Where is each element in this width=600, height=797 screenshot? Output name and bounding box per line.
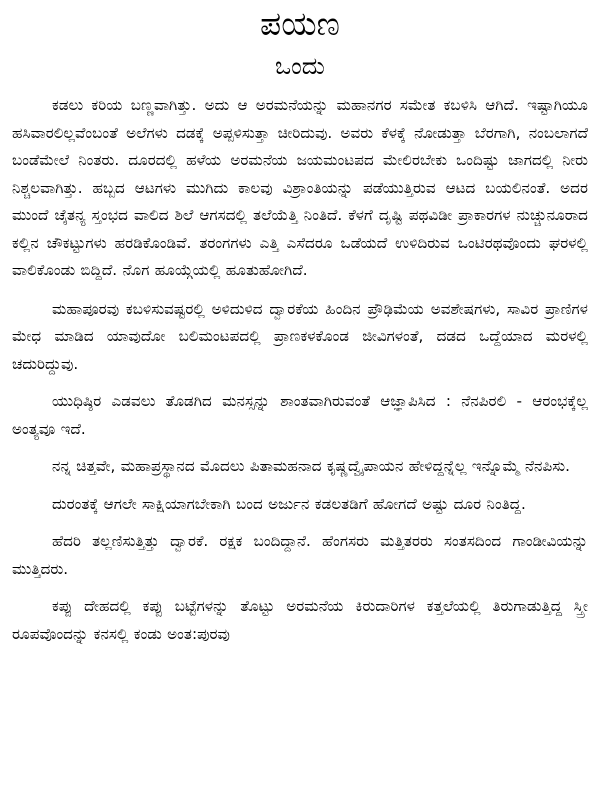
paragraph-4: ನನ್ನ ಚಿತ್ತವೇ, ಮಹಾಪ್ರಸ್ಥಾನದ ಮೊದಲು ಪಿತಾಮಹನಾದ ಕೃಷ್ಣದ್ವೈಪಾಯನ ಹೇಳಿದ್ದನ್ನೆಲ್ಲ ಇನ್ನೊಮ್ಮೆ ನೆನಪಿಸು. [52,457,570,475]
chapter-subtitle: ಒಂದು [275,52,325,80]
paragraph-6: ಹೆದರಿ ತಲ್ಲಣಿಸುತ್ತಿತ್ತು ದ್ವಾರಕೆ. ರಕ್ಷಕ ಬಂದಿದ್ದಾನೆ. ಹೆಂಗಸರು ಮತ್ತಿತರರು ಸಂತಸದಿಂದ ಗಾಂಡೀವಿಯನ್ನು ಮುತ್ತಿದರು. [12,532,588,578]
paragraph-1: ಕಡಲು ಕರಿಯ ಬಣ್ಣವಾಗಿತ್ತು. ಅದು ಆ ಅರಮನೆಯನ್ನು ಮಹಾನಗರ ಸಮೇತ ಕಬಳಿಸಿ ಆಗಿದೆ. ಇಷ್ಟಾಗಿಯೂ ಹಸಿವಾರಲಿಲ್ಲವೆಂಬಂತೆ ಅಲೆಗಳು ದಡಕ್ಕೆ ಅಪ್ಪಳಿಸುತ್ತಾ ಚೀರಿದುವು. ಅವರು ಕೆಳಕ್ಕೆ ನೋಡುತ್ತಾ ಬೆರಗಾಗಿ, ನಂಬಲಾಗದೆ ಬಂಡೆಮೇಲೆ ನಿಂತರು. ದೂರದಲ್ಲಿ ಹಳೆಯ ಅರಮನೆಯ ಜಯಮಂಟಪದ ಮೇಲಿರಬೇಕು ಒಂದಿಷ್ಟು ಜಾಗದಲ್ಲಿ ನೀರು ನಿಶ್ಚಲವಾಗಿತ್ತು. ಹಬ್ಬದ ಆಟಗಳು ಮುಗಿದು ಕಾಲವು ವಿಶ್ರಾಂತಿಯನ್ನು ಪಡೆಯುತ್ತಿರುವ ಆಟದ ಬಯಲಿನಂತೆ. ಅದರ ಮುಂದೆ ಚೈತನ್ಯ ಸ್ತಂಭದ ವಾಲಿದ ಶಿಲೆ ಆಗಸದಲ್ಲಿ ತಲೆಯೆತ್ತಿ ನಿಂತಿದೆ. ಕೆಳಗೆ ದೃಷ್ಟಿ ಪಥವಿಡೀ ಪ್ರಾಕಾರಗಳ ನುಚ್ಚುನೂರಾದ ಕಲ್ಲಿನ ಚೌಕಟ್ಟುಗಳು ಹರಡಿಕೊಂಡಿವೆ. ತರಂಗಗಳು ಎತ್ತಿ ಎಸೆದರೂ ಒಡೆಯದೆ ಉಳಿದಿರುವ ಒಂಟಿರಥವೊಂದು ಘರಳಲ್ಲಿ ವಾಲಿಕೊಂಡು ಬಿದ್ದಿದೆ. ನೊಗ ಹೂಯ್ಗೆಯಲ್ಲಿ ಹೂತುಹೋಗಿದೆ. [12,96,588,279]
page-title: ಪಯಣ [260,4,340,43]
paragraph-2: ಮಹಾಪೂರವು ಕಬಳಿಸುವಷ್ಟರಲ್ಲಿ ಅಳಿದುಳಿದ ದ್ವಾರಕೆಯ ಹಿಂದಿನ ಪ್ರೌಢಿಮೆಯ ಅವಶೇಷಗಳು, ಸಾವಿರ ಪ್ರಾಣಿಗಳ ಮೇಧ ಮಾಡಿದ ಯಾವುದೋ ಬಲಿಮಂಟಪದಲ್ಲಿ ಪ್ರಾಣಕಳಕೊಂಡ ಜೀವಿಗಳಂತೆ, ದಡದ ಒದ್ದೆಯಾದ ಮರಳಲ್ಲಿ ಚದುರಿದ್ದುವು. [12,299,588,373]
paragraph-3: ಯುಧಿಷ್ಠಿರ ಎಡವಲು ತೊಡಗಿದ ಮನಸ್ಸನ್ನು ಶಾಂತವಾಗಿರುವಂತೆ ಆಜ್ಞಾಪಿಸಿದ : ನೆನಪಿರಲಿ - ಆರಂಭಕ್ಕೆಲ್ಲ ಅಂತ್ಯವೂ ಇದೆ. [12,392,588,438]
paragraph-5: ದುರಂತಕ್ಕೆ ಆಗಲೇ ಸಾಕ್ಷಿಯಾಗಬೇಕಾಗಿ ಬಂದ ಅರ್ಜುನ ಕಡಲತಡಿಗೆ ಹೋಗದೆ ಅಷ್ಟು ದೂರ ನಿಂತಿದ್ದ. [52,494,526,513]
paragraph-7: ಕಪ್ಪು ದೇಹದಲ್ಲಿ ಕಪ್ಪು ಬಟ್ಟೆಗಳನ್ನು ತೊಟ್ಟು ಅರಮನೆಯ ಕಿರುದಾರಿಗಳ ಕತ್ತಲೆಯಲ್ಲಿ ತಿರುಗಾಡುತ್ತಿದ್ದ ಸ್ತ್ರೀ ರೂಪವೊಂದನ್ನು ಕನಸಲ್ಲಿ ಕಂಡು ಅಂತ:ಪುರವು [12,597,588,643]
